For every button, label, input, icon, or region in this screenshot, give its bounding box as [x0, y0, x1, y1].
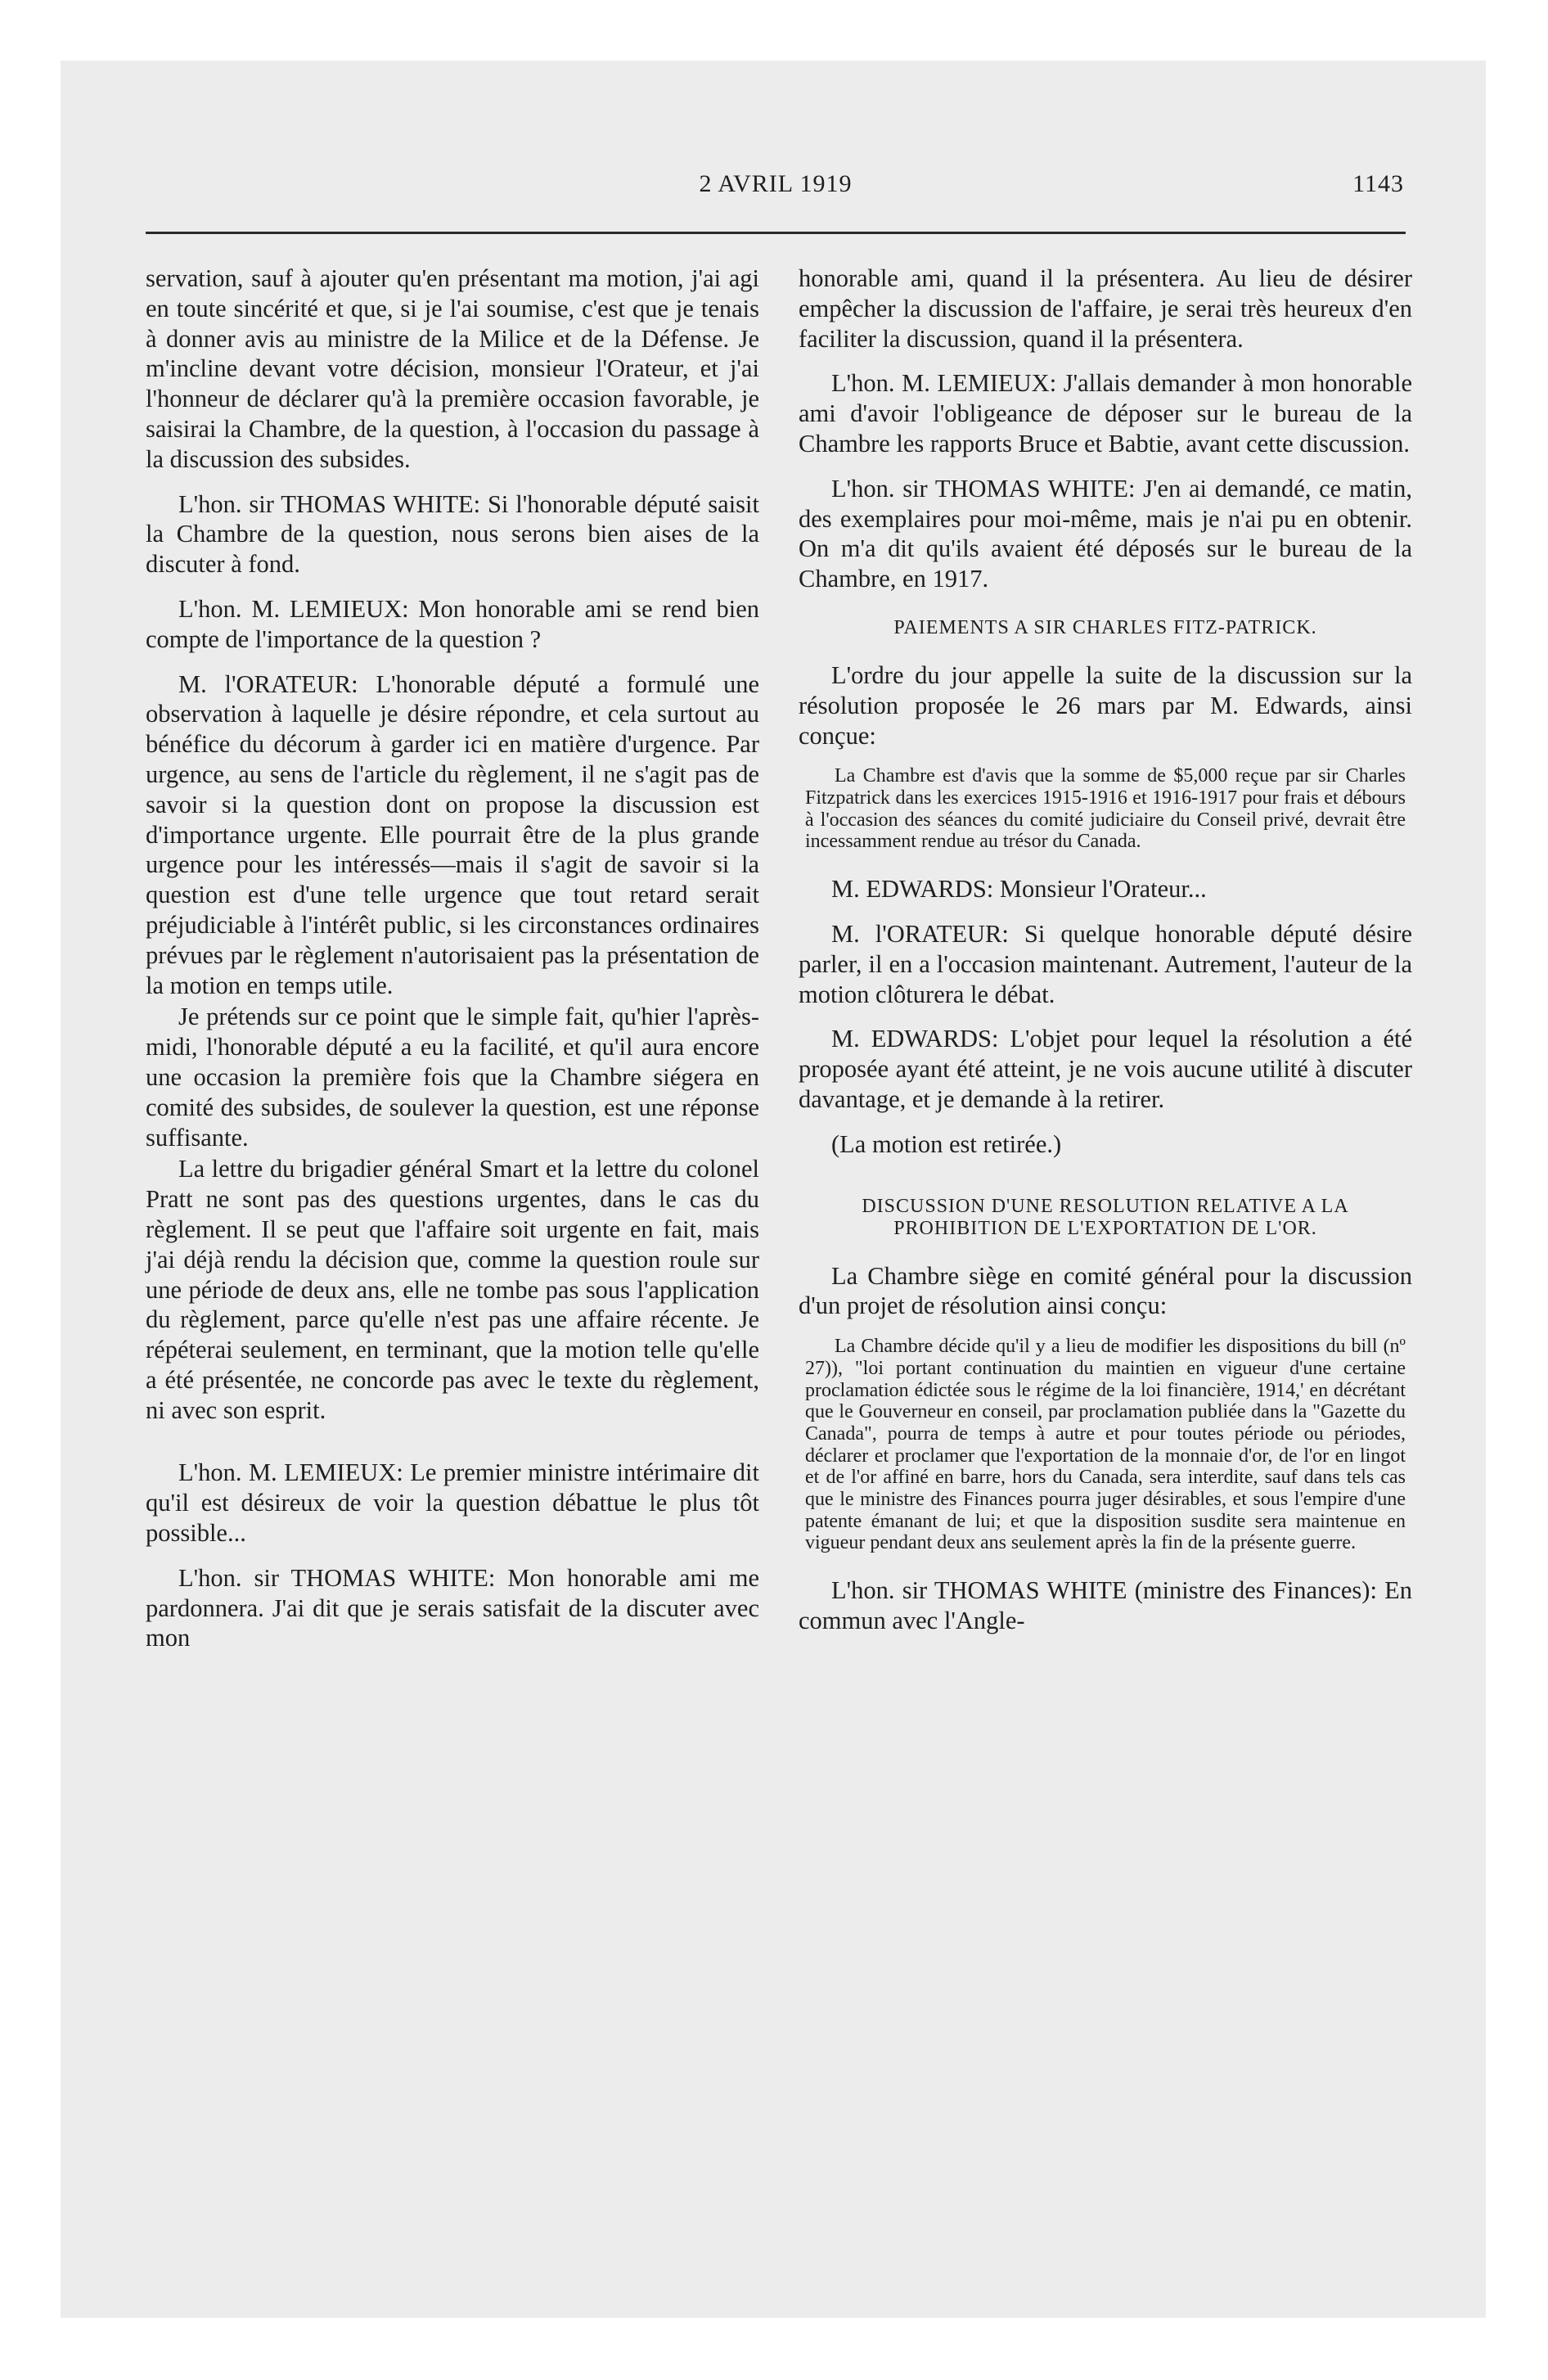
paragraph: L'hon. M. LEMIEUX: Le premier ministre intérimaire dit qu'il est désireux de voir la question débattue le plus tôt possible... [146, 1458, 759, 1548]
header-date: 2 AVRIL 1919 [699, 170, 853, 197]
paragraph: M. l'ORATEUR: L'honorable député a formulé une observation à laquelle je désire répondre, et cela surtout au bénéfice du décorum à garder ici en matière d'urgence. Par urgence, au sens de l'article du règlement, il ne s'agit pas de savoir si la question dont on propose la discussion est d'importance urgente. Elle pourrait être de la plus grande urgence pour les intéressés—mais il s'agit de savoir si la question est d'une telle urgence que tout retard serait préjudiciable à l'intérêt public, si les circonstances ordinaires prévues par le règlement n'autorisaient pas la présentation de la motion en temps utile. [146, 669, 759, 999]
paragraph: M. EDWARDS: Monsieur l'Orateur... [831, 875, 1207, 904]
quoted-resolution: La Chambre décide qu'il y a lieu de modifier les dispositions du bill (nº 27)), "loi portant continuation du maintien en vigueur d'une certaine proclamation édictée sous le régime de la loi financière, 1914,' en décrétant que le Gouverneur en conseil, par proclamation publiée dans la "Gazette du Canada", pourra de temps à autre et pour toutes période ou périodes, déclarer et proclamer que l'exportation de la monnaie d'or, de l'or en lingot et de l'or affiné en barre, hors du Canada, sera interdite, sauf dans tels cas que le ministre des Finances pourra juger désirables, et sous l'empire d'une patente émanant de lui; et que la disposition susdite sera maintenue en vigueur pendant deux ans seulement après la fin de la présente guerre. [805, 1336, 1406, 1554]
paragraph: L'hon. sir THOMAS WHITE: Mon honorable ami me pardonnera. J'ai dit que je serais satisfait de la discuter avec mon [146, 1563, 759, 1652]
page-number: 1143 [1352, 170, 1404, 197]
paragraph: L'hon. sir THOMAS WHITE: Si l'honorable député saisit la Chambre de la question, nous serons bien aises de la discuter à fond. [146, 489, 759, 579]
paragraph: L'hon. M. LEMIEUX: Mon honorable ami se rend bien compte de l'importance de la question ? [146, 594, 759, 653]
paragraph: M. l'ORATEUR: Si quelque honorable député désire parler, il en a l'occasion maintenant. Autrement, l'auteur de la motion clôturera le débat. [799, 919, 1412, 1008]
header-rule [146, 232, 1406, 234]
paragraph: servation, sauf à ajouter qu'en présentant ma motion, j'ai agi en toute sincérité et que, si je l'ai soumise, c'est que je tenais à donner avis au ministre de la Milice et de la Défense. Je m'incline devant votre décision, monsieur l'Orateur, et j'ai l'honneur de déclarer qu'à la première occasion favorable, je saisirai la Chambre, de la question, à l'occasion du passage à la discussion des subsides. [146, 264, 759, 473]
quoted-resolution: La Chambre est d'avis que la somme de $5,000 reçue par sir Charles Fitzpatrick dans les exercices 1915-1916 et 1916-1917 pour frais et débours à l'occasion des séances du comité judiciaire du Conseil privé, devrait être incessamment rendue au trésor du Canada. [805, 765, 1406, 853]
section-heading: PAIEMENTS A SIR CHARLES FITZ-PATRICK. [893, 616, 1317, 638]
paragraph: L'hon. sir THOMAS WHITE (ministre des Finances): En commun avec l'Angle- [799, 1576, 1412, 1634]
paragraph: L'hon. sir THOMAS WHITE: J'en ai demandé, ce matin, des exemplaires pour moi-même, mais je n'ai pu en obtenir. On m'a dit qu'ils avaient été déposés sur le bureau de la Chambre, en 1917. [799, 474, 1412, 593]
paragraph: La Chambre siège en comité général pour la discussion d'un projet de résolution ainsi conçu: [799, 1261, 1412, 1320]
paragraph: Je prétends sur ce point que le simple fait, qu'hier l'après-midi, l'honorable député a eu la facilité, et qu'il aura encore une occasion la première fois que la Chambre siégera en comité des subsides, de soulever la question, est une réponse suffisante. [146, 1003, 759, 1152]
left-column [146, 264, 759, 1668]
paragraph: L'ordre du jour appelle la suite de la discussion sur la résolution proposée le 26 mars par M. Edwards, ainsi conçue: [799, 660, 1412, 750]
paragraph: La lettre du brigadier général Smart et la lettre du colonel Pratt ne sont pas des questions urgentes, dans le cas du règlement. Il se peut que l'affaire soit urgente en fait, mais j'ai déjà rendu la décision que, comme la question roule sur une période de deux ans, elle ne tombe pas sous l'application du règlement, parce qu'elle n'est pas une affaire récente. Je répéterai seulement, en terminant, que la motion telle qu'elle a été présentée, ne concorde pas avec le texte du règlement, ni avec son esprit. [146, 1155, 759, 1424]
paragraph: L'hon. M. LEMIEUX: J'allais demander à mon honorable ami d'avoir l'obligeance de déposer sur le bureau de la Chambre les rapports Bruce et Babtie, avant cette discussion. [799, 369, 1412, 458]
paragraph: M. EDWARDS: L'objet pour lequel la résolution a été proposée ayant été atteint, je ne vois aucune utilité à discuter davantage, et je demande à la retirer. [799, 1025, 1412, 1113]
section-heading: DISCUSSION D'UNE RESOLUTION RELATIVE A LA PROHIBITION DE L'EXPORTATION DE L'OR. [862, 1195, 1349, 1239]
page-header [147, 170, 1404, 211]
paragraph: honorable ami, quand il la présentera. Au lieu de désirer empêcher la discussion de l'affaire, je serai très heureux d'en faciliter la discussion, quand il la présentera. [799, 264, 1412, 353]
paragraph: (La motion est retirée.) [831, 1129, 1062, 1158]
right-column [799, 264, 1412, 1651]
